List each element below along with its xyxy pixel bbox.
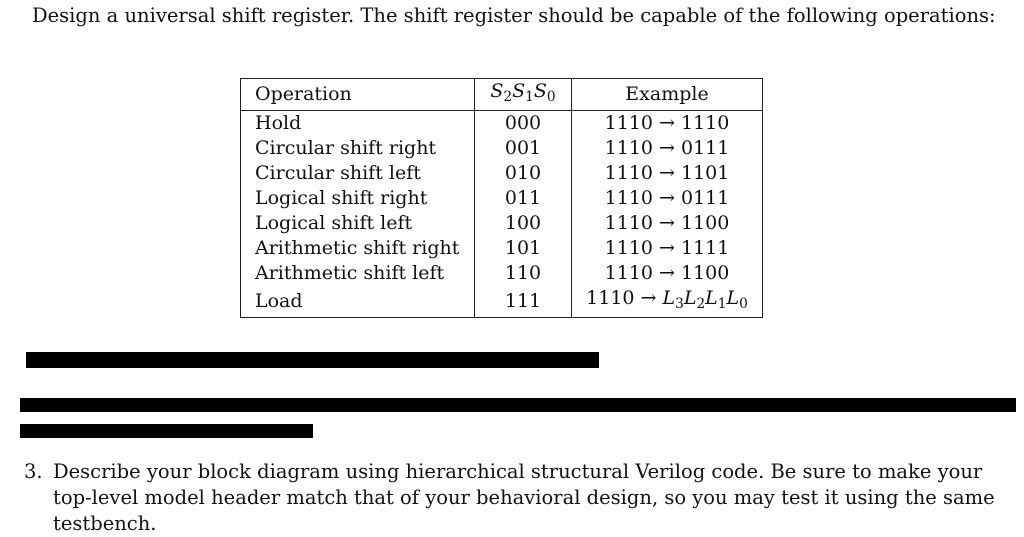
table-row <box>241 211 763 236</box>
operation-cell: Circular shift right <box>241 136 475 161</box>
operation-cell: Arithmetic shift right <box>241 236 475 261</box>
table-row <box>241 186 763 211</box>
redaction-bar <box>20 424 313 438</box>
code-cell: 100 <box>475 211 572 236</box>
example-cell: 1110 → 1110 <box>572 111 763 137</box>
header-example: Example <box>572 79 763 111</box>
code-cell: 001 <box>475 136 572 161</box>
table-row <box>241 286 763 318</box>
item-3-text: Describe your block diagram using hierarchical structural Verilog code. Be sure to make your top-level model header match that of your behavioral design, so you may test it using the same testbench. <box>53 460 995 535</box>
operation-cell: Arithmetic shift left <box>241 261 475 286</box>
code-cell: 000 <box>475 111 572 137</box>
code-cell: 110 <box>475 261 572 286</box>
item-3-number: 3. <box>24 460 43 483</box>
redaction-bar <box>26 352 599 368</box>
operations-table <box>240 78 763 318</box>
operation-cell: Hold <box>241 111 475 137</box>
example-cell: 1110 → 1101 <box>572 161 763 186</box>
code-cell: 101 <box>475 236 572 261</box>
code-cell: 010 <box>475 161 572 186</box>
example-cell: 1110 → 0111 <box>572 186 763 211</box>
code-cell: 111 <box>475 286 572 318</box>
table-row <box>241 236 763 261</box>
header-operation: Operation <box>241 79 475 111</box>
example-cell: 1110 → 1111 <box>572 236 763 261</box>
example-cell: $1110 \to L_3L_2L_1L_0$ <box>572 286 763 318</box>
operation-cell: Circular shift left <box>241 161 475 186</box>
table-row <box>241 161 763 186</box>
problem-intro: Design a universal shift register. The shift register should be capable of the following operations: <box>32 4 996 27</box>
operation-cell: Logical shift right <box>241 186 475 211</box>
header-select-bits: $S_2S_1S_0$ <box>475 79 572 111</box>
redaction-bar <box>20 398 1016 412</box>
example-cell: 1110 → 1100 <box>572 211 763 236</box>
item-3 <box>24 459 1014 537</box>
table-row <box>241 111 763 137</box>
table-row <box>241 261 763 286</box>
table-row <box>241 136 763 161</box>
example-cell: 1110 → 1100 <box>572 261 763 286</box>
operation-cell: Logical shift left <box>241 211 475 236</box>
example-cell: 1110 → 0111 <box>572 136 763 161</box>
operation-cell: Load <box>241 286 475 318</box>
code-cell: 011 <box>475 186 572 211</box>
table-header-row <box>241 79 763 111</box>
